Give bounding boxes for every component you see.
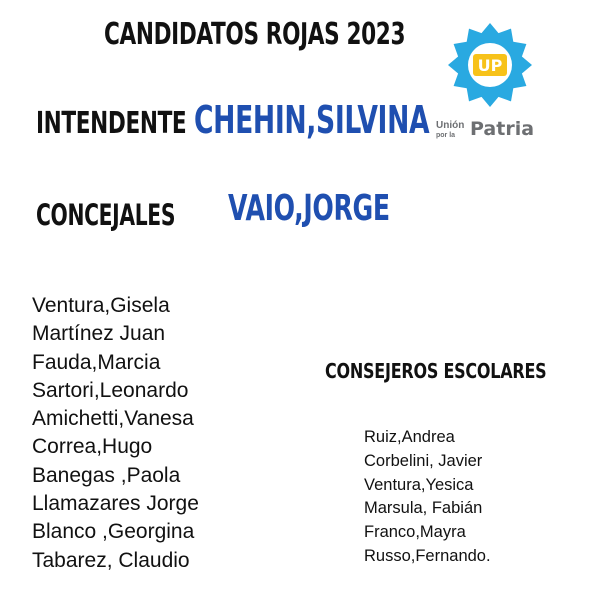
list-item: Tabarez, Claudio (32, 548, 190, 572)
list-item: Banegas ,Paola (32, 463, 181, 487)
logo-patria-text: Patria (470, 118, 535, 140)
list-item: Llamazares Jorge (32, 492, 199, 516)
logo-por-la-text: por la (436, 132, 456, 139)
list-item: Ventura,Yesica (364, 475, 474, 494)
concejales-list (32, 292, 199, 575)
list-item: Ruiz,Andrea (364, 428, 455, 446)
list-item: Fauda,Marcia (32, 350, 161, 374)
consejeros-label: CONSEJEROS ESCOLARES (325, 359, 547, 383)
list-item: Correa,Hugo (32, 435, 153, 459)
intendente-name: CHEHIN,SILVINA (194, 98, 430, 142)
consejeros-list (364, 426, 491, 569)
concejales-label: CONCEJALES (36, 198, 176, 232)
union-por-la-patria-logo (436, 20, 546, 140)
list-item: Martínez Juan (32, 322, 166, 346)
page-title: CANDIDATOS ROJAS 2023 (104, 17, 406, 52)
logo-union-text: Unión (436, 120, 465, 131)
list-item: Blanco ,Georgina (32, 520, 195, 544)
list-item: Sartori,Leonardo (32, 378, 189, 402)
up-badge-text: UP (477, 56, 503, 75)
list-item: Marsula, Fabián (364, 499, 483, 518)
intendente-label: INTENDENTE (36, 106, 187, 141)
list-item: Russo,Fernando. (364, 546, 491, 565)
list-item: Amichetti,Vanesa (32, 407, 194, 431)
list-item: Franco,Mayra (364, 523, 466, 542)
list-item: Corbelini, Javier (364, 451, 483, 470)
concejal-top-name: VAIO,JORGE (228, 188, 390, 229)
list-item: Ventura,Gisela (32, 294, 170, 317)
